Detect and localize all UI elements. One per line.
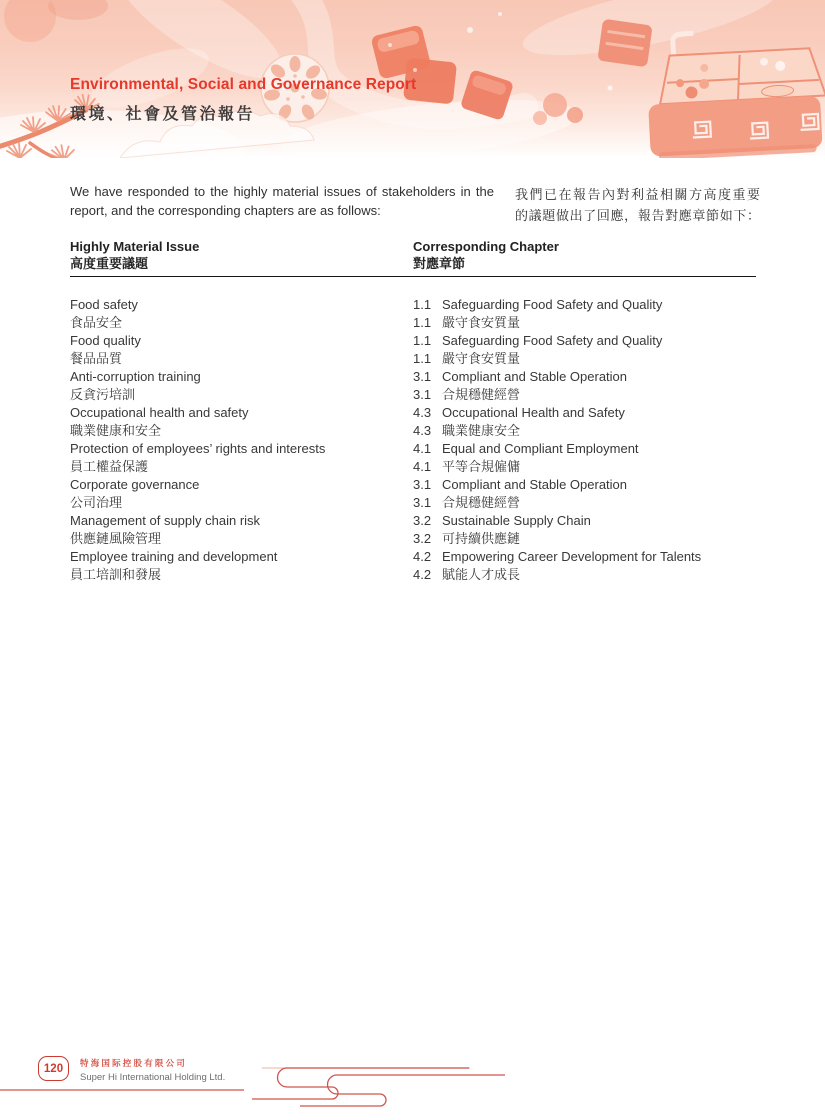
chapter-title-cell: Safeguarding Food Safety and Quality xyxy=(442,333,663,348)
company-name-zh: 特海国际控股有限公司 xyxy=(80,1058,188,1068)
chapter-title-cell: Compliant and Stable Operation xyxy=(442,477,628,492)
materiality-table-rows xyxy=(70,277,756,584)
intro-en-line2: report, and the corresponding chapters are as follows: xyxy=(70,202,381,218)
page-number-badge xyxy=(38,1056,69,1081)
page-title-zh: 環境、社會及管治報告 xyxy=(70,106,256,123)
table-row xyxy=(70,530,756,548)
issue-cell: 反貪污培訓 xyxy=(70,387,136,402)
issue-cell: 員工培訓和發展 xyxy=(70,567,162,582)
chapter-num-cell: 1.1 xyxy=(413,351,432,366)
bento-box-illustration xyxy=(645,27,825,158)
issue-cell: Food safety xyxy=(70,297,138,312)
chapter-num-cell: 3.2 xyxy=(413,531,432,546)
chapter-title-cell: 合規穩健經營 xyxy=(442,387,521,402)
chapter-title-cell: 平等合規僱傭 xyxy=(442,459,521,474)
table-row xyxy=(70,314,756,332)
chapter-num-cell: 3.1 xyxy=(413,477,432,492)
issue-cell: 食品安全 xyxy=(70,315,123,330)
chapter-num-cell: 3.1 xyxy=(413,369,432,384)
page-number: 120 xyxy=(43,1062,64,1075)
header-banner xyxy=(0,0,825,158)
chapter-title-cell: 職業健康安全 xyxy=(442,423,521,438)
materiality-table xyxy=(70,239,756,584)
chapter-num-cell: 3.2 xyxy=(413,513,432,528)
intro-zh-line1: 我們已在報告內對利益相關方高度重要 xyxy=(515,187,760,202)
intro-paragraph-zh xyxy=(515,184,760,226)
intro-en-line1: We have responded to the highly material issues of stakeholders in the xyxy=(70,184,494,199)
table-row xyxy=(70,512,756,530)
chapter-title-cell: Empowering Career Development for Talents xyxy=(442,549,702,564)
header-titles xyxy=(70,76,416,124)
intro-paragraph-en xyxy=(70,183,494,220)
chapter-num-cell: 4.1 xyxy=(413,441,432,456)
chapter-num-cell: 3.1 xyxy=(413,387,432,402)
chapter-title-cell: 合規穩健經營 xyxy=(442,495,521,510)
chapter-num-cell: 4.3 xyxy=(413,423,432,438)
chapter-title-cell: 賦能人才成長 xyxy=(442,567,521,582)
issue-header-group xyxy=(70,239,413,272)
issue-cell: Food quality xyxy=(70,333,141,348)
chapter-num-cell: 1.1 xyxy=(413,297,432,312)
issue-header-zh: 高度重要議題 xyxy=(70,255,149,271)
chapter-header-en: Corresponding Chapter xyxy=(413,239,559,254)
issue-cell: Protection of employees’ rights and interests xyxy=(70,441,326,456)
chapter-title-cell: Safeguarding Food Safety and Quality xyxy=(442,297,663,312)
chapter-title-cell: Compliant and Stable Operation xyxy=(442,369,628,384)
table-row xyxy=(70,404,756,422)
issue-cell: 供應鏈風險管理 xyxy=(70,531,162,546)
issue-header-en: Highly Material Issue xyxy=(70,239,200,254)
table-row xyxy=(70,566,756,584)
table-row xyxy=(70,386,756,404)
issue-cell: Occupational health and safety xyxy=(70,405,249,420)
table-row xyxy=(70,368,756,386)
chapter-header-zh: 對應章節 xyxy=(413,255,466,271)
table-row xyxy=(70,422,756,440)
chapter-title-cell: 可持續供應鏈 xyxy=(442,531,521,546)
chapter-title-cell: Sustainable Supply Chain xyxy=(442,513,591,528)
table-row xyxy=(70,350,756,368)
issue-cell: 員工權益保護 xyxy=(70,459,149,474)
issue-cell: 職業健康和安全 xyxy=(70,423,162,438)
chapter-num-cell: 3.1 xyxy=(413,495,432,510)
table-row xyxy=(70,332,756,350)
chapter-num-cell: 4.3 xyxy=(413,405,432,420)
company-name-en: Super Hi International Holding Ltd. xyxy=(80,1072,226,1083)
page-title-en: Environmental, Social and Governance Report xyxy=(70,76,417,93)
issue-cell: 餐品品質 xyxy=(70,351,123,366)
chapter-title-cell: 嚴守食安質量 xyxy=(442,351,521,366)
issue-cell: Employee training and development xyxy=(70,549,278,564)
table-header-row xyxy=(70,239,756,277)
chapter-num-cell: 4.2 xyxy=(413,567,432,582)
chapter-title-cell: 嚴守食安質量 xyxy=(442,315,521,330)
chapter-num-cell: 4.1 xyxy=(413,459,432,474)
chapter-num-cell: 1.1 xyxy=(413,315,432,330)
chapter-num-cell: 4.2 xyxy=(413,549,432,564)
issue-cell: Anti-corruption training xyxy=(70,369,201,384)
table-row xyxy=(70,476,756,494)
issue-cell: Management of supply chain risk xyxy=(70,513,261,528)
table-row xyxy=(70,440,756,458)
issue-cell: 公司治理 xyxy=(70,495,123,510)
company-logo-block xyxy=(80,1057,225,1083)
chapter-title-cell: Occupational Health and Safety xyxy=(442,405,625,420)
intro-zh-line2: 的議題做出了回應，報告對應章節如下： xyxy=(515,208,760,223)
chapter-header-group xyxy=(413,239,756,272)
table-row xyxy=(70,494,756,512)
issue-cell: Corporate governance xyxy=(70,477,200,492)
table-row xyxy=(70,458,756,476)
chapter-title-cell: Equal and Compliant Employment xyxy=(442,441,639,456)
chapter-num-cell: 1.1 xyxy=(413,333,432,348)
table-row xyxy=(70,296,756,314)
table-row xyxy=(70,548,756,566)
